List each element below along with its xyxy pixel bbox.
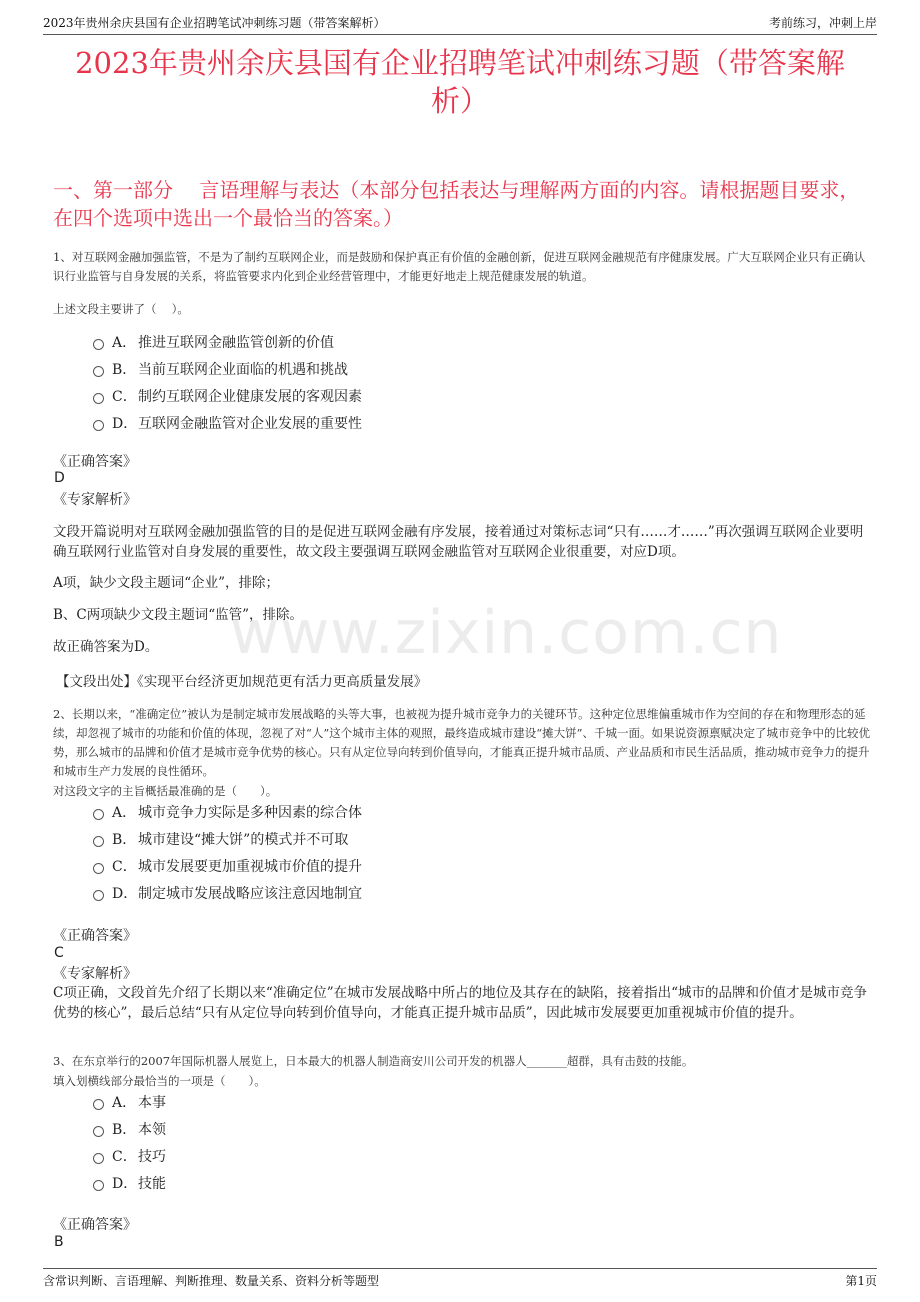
page-number: 第1页: [845, 1274, 877, 1288]
option-key: A．: [112, 335, 137, 351]
analysis-note-bc: B、C两项缺少文段主题词“监管”，排除。: [53, 607, 304, 623]
radio-icon[interactable]: [93, 836, 104, 847]
section-heading: 一、第一部分 言语理解与表达（本部分包括表达与理解两方面的内容。请根据题目要求，在四个选项中选出一个最恰当的答案。）: [53, 178, 860, 230]
analysis-text: C项正确，文段首先介绍了长期以来“准确定位”在城市发展战略中所占的地位及其存在的缺陷，接着指出“城市的品牌和价值才是城市竞争优势的核心”，最后总结“只有从定位导向转到价值导向，才能真正提升城市品质”，因此城市发展要更加重视城市价值的提升。: [53, 985, 868, 1021]
option-d[interactable]: [93, 1171, 693, 1198]
option-key: C．: [112, 859, 137, 875]
option-text: 技巧: [138, 1149, 166, 1165]
option-text: 制定城市发展战略应该注意因地制宜: [138, 886, 362, 902]
option-key: A．: [112, 805, 137, 821]
option-text: 制约互联网企业健康发展的客观因素: [138, 389, 362, 405]
option-c[interactable]: [93, 384, 693, 411]
answer-label: 《正确答案》: [53, 1217, 137, 1233]
footer-topics: 含常识判断、言语理解、判断推理、数量关系、资料分析等题型: [43, 1274, 380, 1288]
option-b[interactable]: [93, 1117, 693, 1144]
radio-icon[interactable]: [93, 1153, 104, 1164]
option-key: D．: [112, 416, 138, 432]
option-key: B．: [112, 1122, 137, 1138]
question-3-text: 3、在东京举行的2007年国际机器人展览上，日本最大的机器人制造商安川公司开发的机器人_______超群，具有击鼓的技能。: [53, 1054, 694, 1068]
answer-value: C: [54, 945, 64, 961]
answer-label: 《正确答案》: [53, 454, 137, 470]
option-d[interactable]: [93, 411, 693, 438]
radio-icon[interactable]: [93, 890, 104, 901]
header-slogan: 考前练习，冲刺上岸: [768, 16, 877, 30]
option-a[interactable]: [93, 330, 693, 357]
passage-source: 【文段出处】《实现平台经济更加规范更有活力更高质量发展》: [56, 674, 428, 690]
option-key: B．: [112, 362, 137, 378]
page-header: [43, 10, 877, 35]
option-text: 互联网金融监管对企业发展的重要性: [138, 416, 362, 432]
option-key: D．: [112, 886, 138, 902]
analysis-conclusion: 故正确答案为D。: [53, 639, 159, 655]
question-2-text: 2、长期以来，“准确定位”被认为是制定城市发展战略的头等大事，也被视为提升城市竞争力的关键环节。这种定位思维偏重城市作为空间的存在和物理形态的延续，却忽视了城市的功能和价值的体现，忽视了对“人”这个城市主体的观照，最终造成城市建设“摊大饼”、千城一面。如果说资源禀赋决定了城市竞争中的比较优势，那么城市的品牌和价值才是城市竞争优势的核心。只有从定位导向转到价值导向，才能真正提升城市品质、产业品质和市民生活品质，推动城市竞争力的提升和城市生产力发展的良性循环。: [53, 707, 871, 778]
option-key: C．: [112, 1149, 137, 1165]
question-1-text: 1、对互联网金融加强监管，不是为了制约互联网企业，而是鼓励和保护真正有价值的金融创新，促进互联网金融规范有序健康发展。广大互联网企业只有正确认识行业监管与自身发展的关系，将监管要求内化到企业经营管理中，才能更好地走上规范健康发展的轨道。: [53, 250, 866, 283]
radio-icon[interactable]: [93, 393, 104, 404]
question-2-ask: 对这段文字的主旨概括最准确的是（ ）。: [53, 784, 278, 798]
option-key: D．: [112, 1176, 138, 1192]
option-c[interactable]: [93, 854, 693, 881]
option-text: 本领: [138, 1122, 166, 1138]
radio-icon[interactable]: [93, 1099, 104, 1110]
option-d[interactable]: [93, 881, 693, 908]
answer-value: D: [54, 470, 65, 486]
question-3-options: [93, 1090, 693, 1198]
question-1-ask: 上述文段主要讲了（ ）。: [53, 302, 189, 316]
question-1-options: [93, 330, 693, 438]
page-footer: [43, 1268, 877, 1291]
radio-icon[interactable]: [93, 1180, 104, 1191]
radio-icon[interactable]: [93, 863, 104, 874]
analysis-text: 文段开篇说明对互联网金融加强监管的目的是促进互联网金融有序发展，接着通过对策标志词“只有……才……”再次强调互联网企业要明确互联网行业监管对自身发展的重要性，故文段主要强调互联网金融监管对互联网企业很重要，对应D项。: [53, 524, 864, 560]
radio-icon[interactable]: [93, 1126, 104, 1137]
expert-label: 《专家解析》: [53, 492, 137, 508]
option-key: C．: [112, 389, 137, 405]
answer-label: 《正确答案》: [53, 928, 137, 944]
option-key: B．: [112, 832, 137, 848]
question-2-options: [93, 800, 693, 908]
option-b[interactable]: [93, 357, 693, 384]
option-key: A．: [112, 1095, 137, 1111]
option-text: 城市竞争力实际是多种因素的综合体: [138, 805, 362, 821]
option-text: 推进互联网金融监管创新的价值: [138, 335, 334, 351]
header-doc-title: 2023年贵州余庆县国有企业招聘笔试冲刺练习题（带答案解析）: [43, 16, 386, 30]
radio-icon[interactable]: [93, 339, 104, 350]
watermark: www.zixin.com.cn: [230, 598, 783, 668]
option-text: 城市发展要更加重视城市价值的提升: [138, 859, 362, 875]
option-a[interactable]: [93, 800, 693, 827]
option-text: 技能: [138, 1176, 166, 1192]
question-3-ask: 填入划横线部分最恰当的一项是（ ）。: [53, 1074, 266, 1088]
radio-icon[interactable]: [93, 809, 104, 820]
answer-value: B: [54, 1234, 64, 1250]
document-title: 2023年贵州余庆县国有企业招聘笔试冲刺练习题（带答案解析）: [75, 46, 845, 118]
option-text: 本事: [138, 1095, 166, 1111]
option-c[interactable]: [93, 1144, 693, 1171]
radio-icon[interactable]: [93, 420, 104, 431]
option-text: 城市建设“摊大饼”的模式并不可取: [138, 832, 349, 848]
option-a[interactable]: [93, 1090, 693, 1117]
option-text: 当前互联网企业面临的机遇和挑战: [138, 362, 348, 378]
option-b[interactable]: [93, 827, 693, 854]
radio-icon[interactable]: [93, 366, 104, 377]
analysis-note-a: A项，缺少文段主题词“企业”，排除；: [53, 575, 280, 591]
expert-label: 《专家解析》: [53, 966, 137, 982]
